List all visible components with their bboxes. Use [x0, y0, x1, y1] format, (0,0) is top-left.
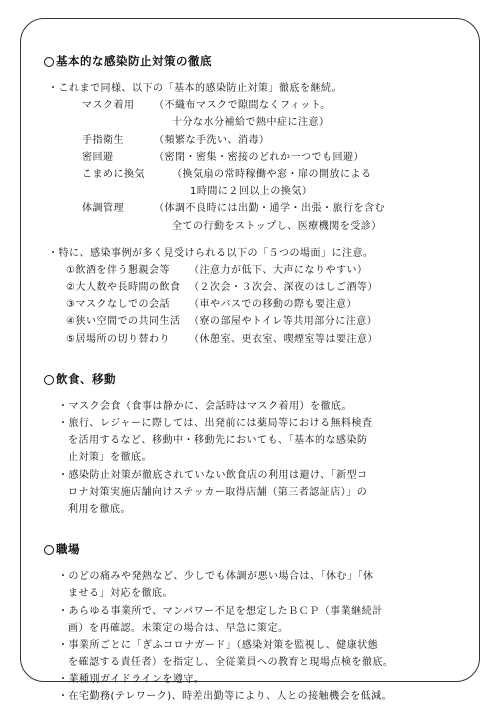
scene-note: （寮の部屋やトイレ等共用部分に注意） — [189, 316, 378, 328]
measure-row — [44, 166, 464, 183]
body-line: 利用を徹底。 — [68, 503, 131, 515]
body-line: ・感染防止対策が徹底されていない飲食店の利用は避け、「新型コ — [58, 469, 368, 481]
measure-row — [44, 97, 464, 114]
circle-bullet-icon — [44, 57, 54, 67]
body-line: ・旅行、レジャーに際しては、出発前には薬局等における無料検査 — [58, 418, 373, 429]
measure-note: 全ての行動をストップし、医療機関を受診） — [172, 220, 382, 232]
body-line: ・マスク会食（食事は静かに、会話時はマスク着用）を徹底。 — [58, 400, 352, 412]
section-title: 基本的な感染防止対策の徹底 — [56, 54, 212, 68]
section-title: 職場 — [56, 542, 80, 557]
scene-row — [44, 296, 464, 313]
measure-note: （頻繁な手洗い、消毒） — [154, 134, 270, 146]
measure-label: 手指衛生 — [82, 134, 124, 146]
measure-label: 体調管理 — [82, 203, 124, 215]
measure-row — [44, 200, 464, 217]
scene-note: （車やバスでの移動の際も要注意） — [189, 299, 357, 311]
section-title: 飲食、移動 — [56, 371, 116, 386]
scene-row — [44, 262, 464, 279]
body-line: ・のどの痛みや発熱など、少しでも体調が悪い場合は、「休む」「休 — [58, 571, 374, 583]
scene-row — [44, 313, 464, 330]
body-line: ・あらゆる事業所で、マンパワー不足を想定したＢＣＰ（事業継続計 — [58, 605, 383, 617]
intro-text: ・これまで同様、以下の「基本的感染防止対策」徹底を継続。 — [48, 83, 342, 94]
body-line: ・業種別ガイドラインを遵守。 — [58, 674, 205, 686]
measure-row — [44, 183, 464, 200]
measure-label: 密回避 — [82, 151, 114, 163]
circle-bullet-icon — [44, 375, 54, 385]
measure-row — [44, 114, 464, 131]
measure-row — [44, 132, 464, 149]
scene-label: ①飲酒を伴う懇親会等 — [66, 264, 170, 276]
scene-note: （２次会・３次会、深夜のはしご酒等） — [189, 282, 378, 294]
measure-note: （換気扇の常時稼働や窓・扉の開放による — [172, 168, 372, 180]
measure-note: 十分な水分補給で熱中症に注意） — [172, 117, 330, 129]
body-line: を確認する責任者）を指定し、全従業員への教育と現場点検を徹底。 — [68, 657, 394, 669]
scene-label: ②大人数や長時間の飲食 — [66, 282, 181, 294]
body-line: ロナ対策実施店舗向けステッカー取得店舗（第三者認証店）」の — [68, 486, 368, 498]
measure-note: （不織布マスクで隙間なくフィット。 — [154, 100, 331, 112]
document-body — [44, 52, 464, 706]
scene-row — [44, 279, 464, 296]
circle-bullet-icon — [44, 545, 54, 555]
measure-note: （体調不良時には出勤・通学・出張・旅行を含む — [154, 203, 385, 215]
body-line: 画）を再確認。未策定の場合は、早急に策定。 — [68, 622, 289, 634]
body-line: ・在宅勤務(テレワーク)、時差出勤等により、人との接触機会を低減。 — [58, 691, 393, 703]
scene-label: ③マスクなしでの会話 — [66, 299, 170, 311]
measure-note: 1時間に２回以上の換気） — [190, 186, 313, 198]
scene-label: ④狭い空間での共同生活 — [66, 316, 181, 328]
body-line: ませる」対応を徹底。 — [68, 588, 173, 600]
section-heading — [44, 540, 464, 558]
scene-note: （休憩室、更衣室、喫煙室等は要注意） — [189, 333, 378, 345]
scenes-intro: ・特に、感染事例が多く見受けられる以下の「５つの場面」に注意。 — [48, 247, 374, 259]
body-line: 止対策」を徹底。 — [68, 452, 152, 464]
scene-note: （注意力が低下、大声になりやすい） — [189, 264, 368, 276]
measure-note: （密閉・密集・密接のどれか一つでも回避） — [154, 151, 364, 163]
scene-row — [44, 331, 464, 348]
measure-row — [44, 218, 464, 235]
body-line: ・事業所ごとに「ぎふコロナガード」（感染対策を監視し、健康状態 — [58, 639, 379, 651]
measure-label: マスク着用 — [82, 100, 135, 112]
measure-row — [44, 149, 464, 166]
section-heading — [44, 52, 464, 70]
measure-label: こまめに換気 — [82, 168, 145, 180]
section-heading — [44, 370, 464, 388]
body-line: を活用するなど、移動中・移動先においても、「基本的な感染防 — [68, 435, 368, 447]
scene-label: ⑤居場所の切り替わり — [66, 333, 170, 345]
